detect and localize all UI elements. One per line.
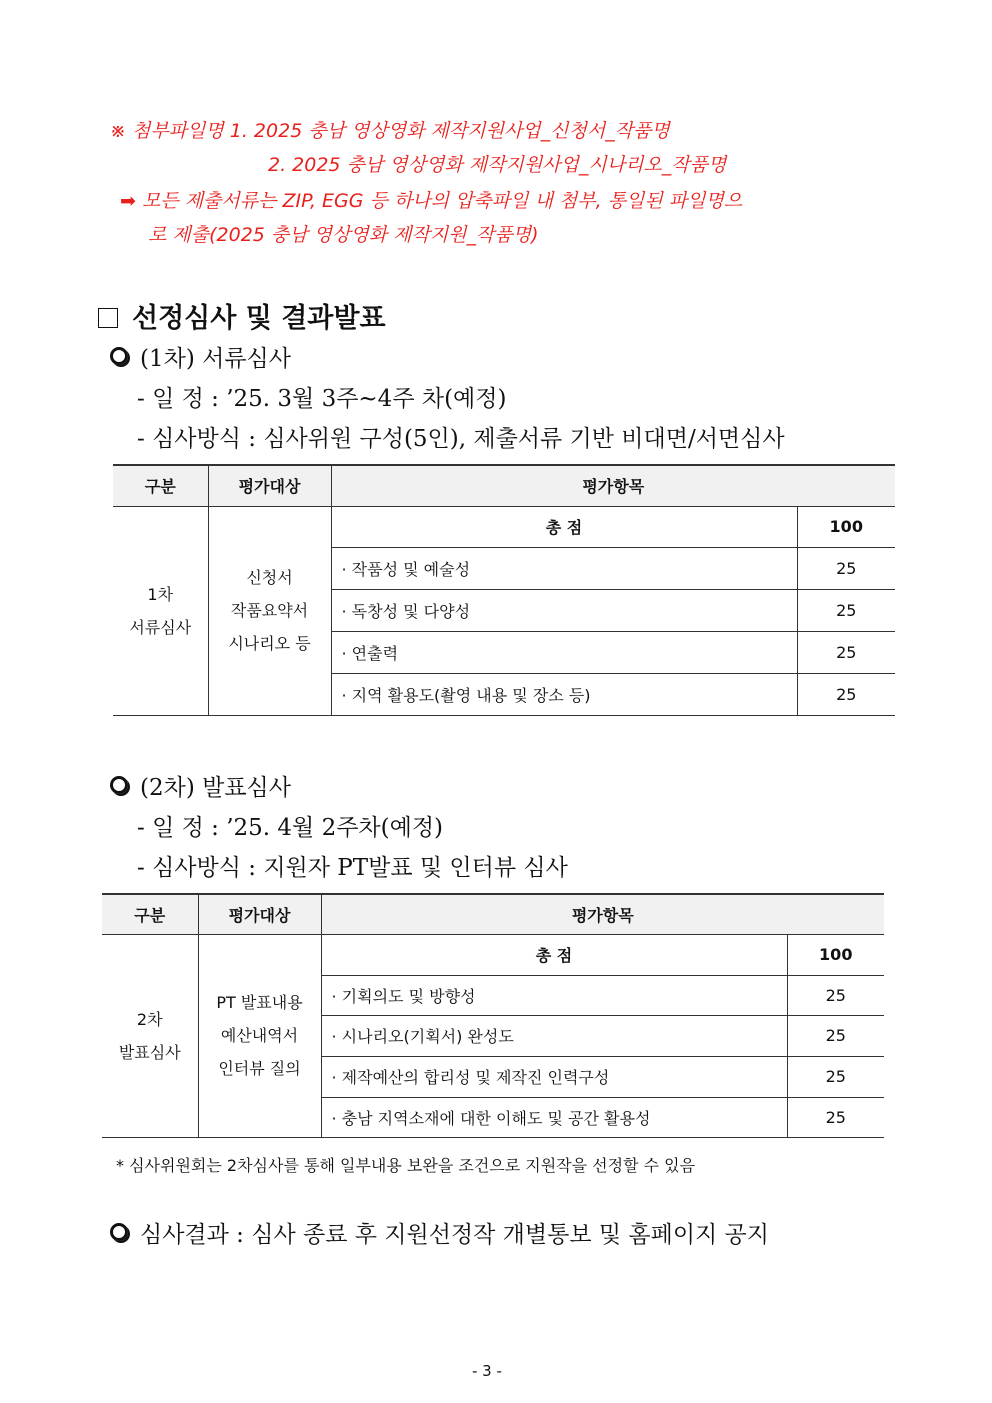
criteria-score: 25 bbox=[797, 547, 895, 589]
header-criteria: 평가항목 bbox=[331, 465, 895, 506]
criteria-item: · 연출력 bbox=[331, 631, 797, 673]
round1-total-value: 100 bbox=[797, 506, 895, 547]
round1-schedule: - 일 정 : ’25. 3월 3주~4주 차(예정) bbox=[137, 386, 507, 412]
header-target: 평가대상 bbox=[198, 894, 321, 934]
round2-category-line: 발표심사 bbox=[118, 1042, 181, 1062]
criteria-score: 25 bbox=[797, 631, 895, 673]
round2-target-line: PT 발표내용 bbox=[216, 993, 303, 1012]
round2-schedule: - 일 정 : ’25. 4월 2주차(예정) bbox=[137, 815, 444, 841]
criteria-item: · 시나리오(기획서) 완성도 bbox=[321, 1015, 787, 1056]
round2-category-line: 2차 bbox=[136, 1009, 163, 1029]
criteria-score: 25 bbox=[797, 673, 895, 715]
circle-bullet-icon bbox=[110, 776, 128, 794]
result-line bbox=[110, 1216, 769, 1249]
round1-target bbox=[208, 506, 331, 715]
round1-total-label: 총 점 bbox=[331, 506, 797, 547]
section-title-text: 선정심사 및 결과발표 bbox=[132, 303, 386, 334]
header-category: 구분 bbox=[113, 465, 208, 506]
criteria-score: 25 bbox=[787, 1056, 884, 1097]
round2-heading bbox=[110, 769, 291, 802]
round2-total-label: 총 점 bbox=[321, 934, 787, 975]
circle-bullet-icon bbox=[110, 347, 128, 365]
header-target: 평가대상 bbox=[208, 465, 331, 506]
round2-category bbox=[102, 934, 198, 1137]
round2-total-value: 100 bbox=[787, 934, 884, 975]
criteria-score: 25 bbox=[787, 1015, 884, 1056]
header-category: 구분 bbox=[102, 894, 198, 934]
attachment-line-3: ➡ 모든 제출서류는 ZIP, EGG 등 하나의 압축파일 내 첨부, 통일된 파일명으 bbox=[120, 190, 743, 212]
attachment-line-1: ※ 첨부파일명 1. 2025 충남 영상영화 제작지원사업_신청서_작품명 bbox=[110, 120, 670, 142]
round2-heading-text: (2차) 발표심사 bbox=[140, 775, 291, 801]
criteria-item: · 독창성 및 다양성 bbox=[331, 589, 797, 631]
round1-category-line: 1차 bbox=[147, 584, 174, 604]
round2-target-line: 예산내역서 bbox=[220, 1026, 299, 1045]
round2-target-line: 인터뷰 질의 bbox=[218, 1059, 301, 1078]
round1-target-line: 시나리오 등 bbox=[228, 634, 311, 653]
criteria-score: 25 bbox=[787, 975, 884, 1015]
round1-target-line: 작품요약서 bbox=[230, 601, 309, 620]
round1-heading bbox=[110, 340, 291, 373]
criteria-item: · 기획의도 및 방향성 bbox=[321, 975, 787, 1015]
result-text: 심사결과 : 심사 종료 후 지원선정작 개별통보 및 홈페이지 공지 bbox=[140, 1222, 769, 1248]
round2-eval-table bbox=[102, 893, 884, 1138]
criteria-item: · 제작예산의 합리성 및 제작진 인력구성 bbox=[321, 1056, 787, 1097]
round1-target-line: 신청서 bbox=[246, 568, 293, 587]
header-criteria: 평가항목 bbox=[321, 894, 884, 934]
round1-eval-table bbox=[113, 464, 895, 716]
checkbox-square-icon bbox=[98, 308, 118, 328]
circle-bullet-icon bbox=[110, 1223, 128, 1241]
criteria-item: · 지역 활용도(촬영 내용 및 장소 등) bbox=[331, 673, 797, 715]
round1-heading-text: (1차) 서류심사 bbox=[140, 346, 291, 372]
round2-target bbox=[198, 934, 321, 1137]
attachment-line-4: 로 제출(2025 충남 영상영화 제작지원_작품명) bbox=[148, 224, 539, 246]
round1-category bbox=[113, 506, 208, 715]
round1-method: - 심사방식 : 심사위원 구성(5인), 제출서류 기반 비대면/서면심사 bbox=[137, 426, 785, 452]
page-number: - 3 - bbox=[472, 1362, 502, 1380]
criteria-item: · 작품성 및 예술성 bbox=[331, 547, 797, 589]
section-title bbox=[98, 296, 386, 335]
criteria-item: · 충남 지역소재에 대한 이해도 및 공간 활용성 bbox=[321, 1097, 787, 1137]
criteria-score: 25 bbox=[787, 1097, 884, 1137]
round2-method: - 심사방식 : 지원자 PT발표 및 인터뷰 심사 bbox=[137, 855, 568, 881]
round1-category-line: 서류심사 bbox=[129, 617, 192, 637]
attachment-line-2: 2. 2025 충남 영상영화 제작지원사업_시나리오_작품명 bbox=[268, 154, 727, 176]
criteria-score: 25 bbox=[797, 589, 895, 631]
round2-note: * 심사위원회는 2차심사를 통해 일부내용 보완을 조건으로 지원작을 선정할 수 있음 bbox=[116, 1156, 696, 1175]
